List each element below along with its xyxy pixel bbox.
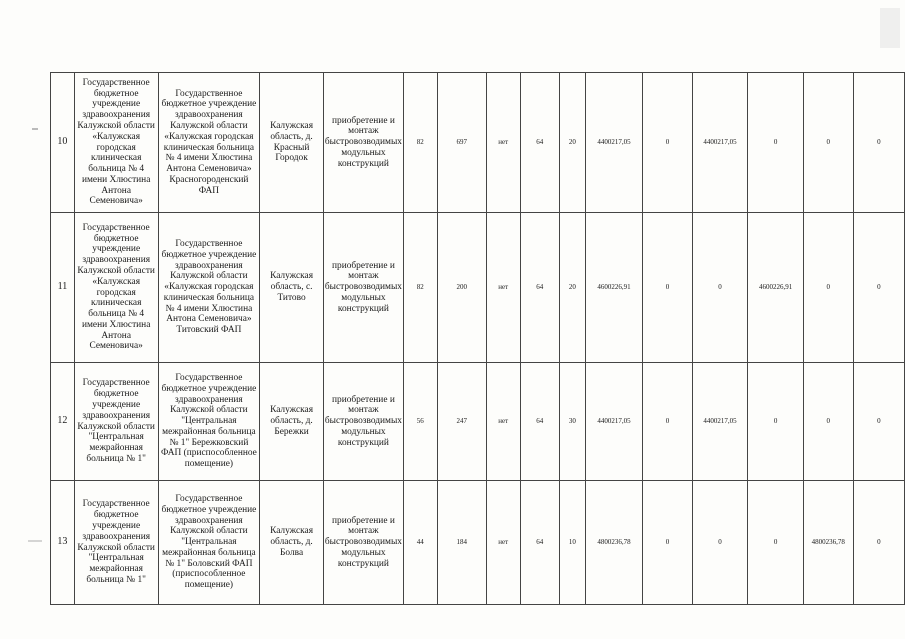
facility-name: Государственное бюджетное учреждение здравоохранения Калужской области "Центральная межрайонная больница № 1" Бережковский ФАП (приспособленное помещение) xyxy=(158,363,260,481)
value-5: 20 xyxy=(560,213,586,363)
row-number: 13 xyxy=(51,481,75,605)
table-row xyxy=(51,363,905,481)
institution-name: Государственное бюджетное учреждение здравоохранения Калужской области "Центральная межрайонная больница № 1" xyxy=(74,481,158,605)
value-5: 30 xyxy=(560,363,586,481)
facility-name: Государственное бюджетное учреждение здравоохранения Калужской области "Центральная межрайонная больница № 1" Боловский ФАП (приспособленное помещение) xyxy=(158,481,260,605)
year-cost-1: 0 xyxy=(643,363,692,481)
total-cost: 4400217,05 xyxy=(585,363,643,481)
year-cost-1: 0 xyxy=(643,481,692,605)
value-3: нет xyxy=(486,363,520,481)
row-number: 10 xyxy=(51,73,75,213)
value-1: 82 xyxy=(403,213,437,363)
total-cost: 4600226,91 xyxy=(585,213,643,363)
year-cost-4: 0 xyxy=(803,213,853,363)
table-row xyxy=(51,73,905,213)
institution-name: Государственное бюджетное учреждение здравоохранения Калужской области «Калужская городская клиническая больница № 4 имени Хлюстина Антона Семеновича» xyxy=(74,73,158,213)
value-5: 10 xyxy=(560,481,586,605)
value-2: 184 xyxy=(437,481,486,605)
row-number: 12 xyxy=(51,363,75,481)
value-1: 82 xyxy=(403,73,437,213)
year-cost-4: 4800236,78 xyxy=(803,481,853,605)
year-cost-5: 0 xyxy=(853,73,904,213)
year-cost-2: 0 xyxy=(692,213,748,363)
year-cost-5: 0 xyxy=(853,481,904,605)
value-3: нет xyxy=(486,73,520,213)
work-type: приобретение и монтаж быстровозводимых модульных конструкций xyxy=(323,363,403,481)
value-2: 247 xyxy=(437,363,486,481)
table-row xyxy=(51,213,905,363)
value-2: 697 xyxy=(437,73,486,213)
value-4: 64 xyxy=(520,363,559,481)
row-number: 11 xyxy=(51,213,75,363)
facility-name: Государственное бюджетное учреждение здравоохранения Калужской области «Калужская городская клиническая больница № 4 имени Хлюстина Антона Семеновича» Титовский ФАП xyxy=(158,213,260,363)
facility-name: Государственное бюджетное учреждение здравоохранения Калужской области «Калужская городская клиническая больница № 4 имени Хлюстина Антона Семеновича» Красногороденский ФАП xyxy=(158,73,260,213)
address: Калужская область, с. Титово xyxy=(260,213,324,363)
institution-name: Государственное бюджетное учреждение здравоохранения Калужской области "Центральная межрайонная больница № 1" xyxy=(74,363,158,481)
value-5: 20 xyxy=(560,73,586,213)
work-type: приобретение и монтаж быстровозводимых модульных конструкций xyxy=(323,481,403,605)
address: Калужская область, д. Болва xyxy=(260,481,324,605)
year-cost-3: 0 xyxy=(748,73,804,213)
year-cost-4: 0 xyxy=(803,73,853,213)
institution-name: Государственное бюджетное учреждение здравоохранения Калужской области «Калужская городская клиническая больница № 4 имени Хлюстина Антона Семеновича» xyxy=(74,213,158,363)
year-cost-2: 4400217,05 xyxy=(692,363,748,481)
value-1: 56 xyxy=(403,363,437,481)
value-1: 44 xyxy=(403,481,437,605)
work-type: приобретение и монтаж быстровозводимых модульных конструкций xyxy=(323,73,403,213)
value-4: 64 xyxy=(520,73,559,213)
address: Калужская область, д. Красный Городок xyxy=(260,73,324,213)
table-row xyxy=(51,481,905,605)
value-4: 64 xyxy=(520,481,559,605)
year-cost-4: 0 xyxy=(803,363,853,481)
value-2: 200 xyxy=(437,213,486,363)
year-cost-3: 4600226,91 xyxy=(748,213,804,363)
year-cost-5: 0 xyxy=(853,213,904,363)
facilities-table xyxy=(50,72,905,605)
total-cost: 4400217,05 xyxy=(585,73,643,213)
value-3: нет xyxy=(486,481,520,605)
year-cost-1: 0 xyxy=(643,73,692,213)
total-cost: 4800236,78 xyxy=(585,481,643,605)
value-4: 64 xyxy=(520,213,559,363)
year-cost-2: 0 xyxy=(692,481,748,605)
year-cost-1: 0 xyxy=(643,213,692,363)
work-type: приобретение и монтаж быстровозводимых модульных конструкций xyxy=(323,213,403,363)
year-cost-3: 0 xyxy=(748,363,804,481)
year-cost-3: 0 xyxy=(748,481,804,605)
address: Калужская область, д. Бережки xyxy=(260,363,324,481)
year-cost-2: 4400217,05 xyxy=(692,73,748,213)
value-3: нет xyxy=(486,213,520,363)
year-cost-5: 0 xyxy=(853,363,904,481)
